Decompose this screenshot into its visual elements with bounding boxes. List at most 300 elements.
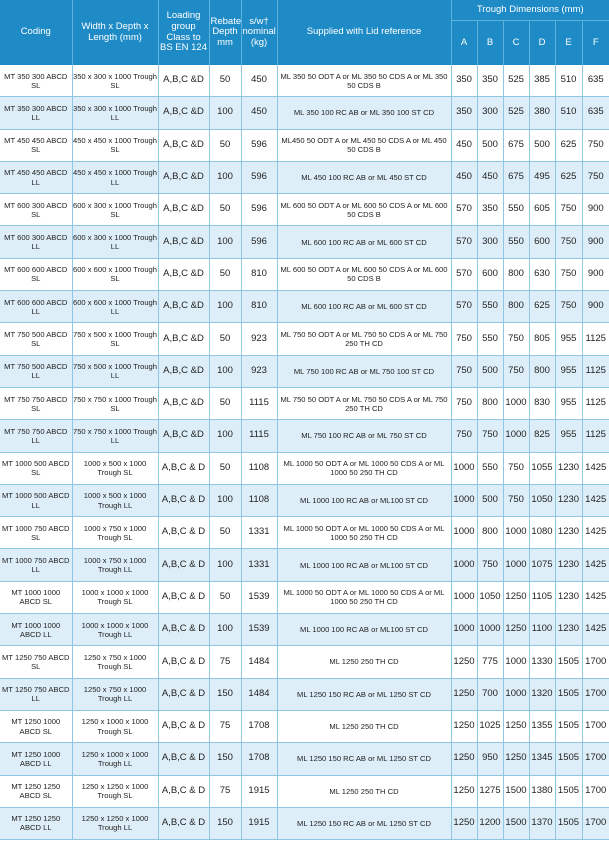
cell-coding: MT 750 750 ABCD LL <box>0 420 72 452</box>
cell-rebate-depth: 100 <box>209 161 241 193</box>
cell-size: 1250 x 750 x 1000 Trough SL <box>72 646 158 678</box>
cell-dim-b: 350 <box>477 65 503 97</box>
cell-sw-nominal: 1108 <box>241 484 277 516</box>
cell-dim-b: 300 <box>477 226 503 258</box>
cell-dim-f: 1425 <box>582 452 609 484</box>
cell-dim-d: 830 <box>529 387 555 419</box>
cell-loading-group: A,B,C & D <box>158 517 209 549</box>
cell-size: 450 x 450 x 1000 Trough LL <box>72 161 158 193</box>
cell-dim-c: 750 <box>503 484 529 516</box>
table-row <box>0 355 609 387</box>
table-row <box>0 614 609 646</box>
cell-dim-c: 525 <box>503 65 529 97</box>
cell-coding: MT 350 300 ABCD LL <box>0 97 72 129</box>
cell-dim-d: 1330 <box>529 646 555 678</box>
cell-loading-group: A,B,C & D <box>158 646 209 678</box>
cell-size: 1250 x 750 x 1000 Trough LL <box>72 678 158 710</box>
cell-size: 1000 x 1000 x 1000 Trough LL <box>72 614 158 646</box>
cell-dim-e: 1505 <box>555 678 582 710</box>
cell-dim-b: 1000 <box>477 614 503 646</box>
cell-dim-f: 1700 <box>582 710 609 742</box>
cell-dim-b: 550 <box>477 291 503 323</box>
cell-size: 750 x 500 x 1000 Trough LL <box>72 355 158 387</box>
cell-coding: MT 450 450 ABCD LL <box>0 161 72 193</box>
cell-sw-nominal: 1484 <box>241 678 277 710</box>
header-dim-d: D <box>529 21 555 66</box>
cell-dim-d: 1370 <box>529 807 555 839</box>
cell-dim-d: 800 <box>529 355 555 387</box>
cell-dim-e: 1230 <box>555 549 582 581</box>
cell-rebate-depth: 50 <box>209 323 241 355</box>
cell-sw-nominal: 1915 <box>241 807 277 839</box>
cell-dim-f: 1700 <box>582 775 609 807</box>
cell-dim-c: 800 <box>503 291 529 323</box>
cell-dim-a: 350 <box>451 97 477 129</box>
cell-dim-f: 1125 <box>582 387 609 419</box>
cell-dim-d: 1320 <box>529 678 555 710</box>
cell-dim-b: 1025 <box>477 710 503 742</box>
cell-sw-nominal: 596 <box>241 129 277 161</box>
cell-dim-c: 750 <box>503 452 529 484</box>
cell-dim-c: 750 <box>503 355 529 387</box>
cell-dim-a: 570 <box>451 258 477 290</box>
cell-dim-b: 1050 <box>477 581 503 613</box>
header-dim-f: F <box>582 21 609 66</box>
cell-dim-f: 1700 <box>582 646 609 678</box>
cell-dim-f: 1425 <box>582 484 609 516</box>
cell-dim-a: 1000 <box>451 549 477 581</box>
cell-loading-group: A,B,C & D <box>158 710 209 742</box>
cell-lid-reference: ML 600 50 ODT A or ML 600 50 CDS A or ML 600 50 CDS B <box>277 258 451 290</box>
cell-dim-a: 570 <box>451 291 477 323</box>
cell-dim-c: 1250 <box>503 581 529 613</box>
cell-dim-d: 630 <box>529 258 555 290</box>
cell-coding: MT 350 300 ABCD SL <box>0 65 72 97</box>
header-sw-nominal: s/w† nominal (kg) <box>241 0 277 65</box>
cell-dim-b: 775 <box>477 646 503 678</box>
cell-coding: MT 1000 1000 ABCD LL <box>0 614 72 646</box>
table-row <box>0 161 609 193</box>
table-row <box>0 258 609 290</box>
cell-dim-f: 635 <box>582 97 609 129</box>
cell-lid-reference: ML 1000 50 ODT A or ML 1000 50 CDS A or ML 1000 50 250 TH CD <box>277 581 451 613</box>
cell-dim-b: 500 <box>477 129 503 161</box>
cell-loading-group: A,B,C &D <box>158 387 209 419</box>
cell-lid-reference: ML 1250 150 RC AB or ML 1250 ST CD <box>277 807 451 839</box>
cell-dim-e: 1230 <box>555 517 582 549</box>
cell-loading-group: A,B,C &D <box>158 97 209 129</box>
cell-dim-b: 500 <box>477 484 503 516</box>
table-row <box>0 194 609 226</box>
cell-coding: MT 750 750 ABCD SL <box>0 387 72 419</box>
cell-dim-c: 1000 <box>503 387 529 419</box>
cell-loading-group: A,B,C & D <box>158 581 209 613</box>
cell-dim-c: 1000 <box>503 646 529 678</box>
cell-dim-e: 955 <box>555 387 582 419</box>
table-row <box>0 484 609 516</box>
cell-dim-e: 1505 <box>555 807 582 839</box>
cell-loading-group: A,B,C &D <box>158 65 209 97</box>
cell-dim-b: 350 <box>477 194 503 226</box>
cell-dim-a: 750 <box>451 387 477 419</box>
cell-lid-reference: ML 1250 250 TH CD <box>277 775 451 807</box>
cell-dim-d: 1345 <box>529 743 555 775</box>
cell-dim-d: 805 <box>529 323 555 355</box>
cell-sw-nominal: 596 <box>241 194 277 226</box>
cell-size: 1000 x 750 x 1000 Trough SL <box>72 517 158 549</box>
cell-size: 1250 x 1000 x 1000 Trough SL <box>72 710 158 742</box>
cell-dim-f: 1425 <box>582 517 609 549</box>
table-row <box>0 226 609 258</box>
cell-loading-group: A,B,C &D <box>158 194 209 226</box>
table-row <box>0 678 609 710</box>
cell-dim-a: 1000 <box>451 484 477 516</box>
cell-sw-nominal: 1484 <box>241 646 277 678</box>
cell-coding: MT 600 600 ABCD SL <box>0 258 72 290</box>
cell-coding: MT 1000 1000 ABCD SL <box>0 581 72 613</box>
cell-dim-b: 750 <box>477 549 503 581</box>
cell-dim-b: 1275 <box>477 775 503 807</box>
cell-dim-f: 1425 <box>582 549 609 581</box>
cell-dim-f: 900 <box>582 258 609 290</box>
cell-size: 600 x 300 x 1000 Trough LL <box>72 226 158 258</box>
cell-size: 600 x 600 x 1000 Trough LL <box>72 291 158 323</box>
cell-rebate-depth: 100 <box>209 549 241 581</box>
cell-coding: MT 1000 750 ABCD LL <box>0 549 72 581</box>
cell-dim-b: 700 <box>477 678 503 710</box>
cell-loading-group: A,B,C &D <box>158 258 209 290</box>
table-row <box>0 420 609 452</box>
cell-rebate-depth: 50 <box>209 65 241 97</box>
cell-sw-nominal: 923 <box>241 323 277 355</box>
cell-dim-b: 1200 <box>477 807 503 839</box>
header-width-depth: Width x Depth x Length (mm) <box>72 0 158 65</box>
cell-dim-a: 450 <box>451 129 477 161</box>
table-row <box>0 65 609 97</box>
table-row <box>0 97 609 129</box>
cell-size: 1250 x 1000 x 1000 Trough LL <box>72 743 158 775</box>
cell-rebate-depth: 50 <box>209 517 241 549</box>
cell-dim-e: 1505 <box>555 775 582 807</box>
cell-dim-f: 750 <box>582 161 609 193</box>
cell-sw-nominal: 810 <box>241 291 277 323</box>
cell-sw-nominal: 1915 <box>241 775 277 807</box>
cell-rebate-depth: 50 <box>209 194 241 226</box>
cell-rebate-depth: 100 <box>209 420 241 452</box>
table-row <box>0 807 609 839</box>
cell-rebate-depth: 100 <box>209 484 241 516</box>
cell-loading-group: A,B,C &D <box>158 291 209 323</box>
cell-loading-group: A,B,C &D <box>158 420 209 452</box>
cell-coding: MT 1250 1000 ABCD SL <box>0 710 72 742</box>
cell-dim-b: 500 <box>477 355 503 387</box>
table-row <box>0 743 609 775</box>
cell-dim-a: 1000 <box>451 452 477 484</box>
cell-sw-nominal: 1539 <box>241 581 277 613</box>
cell-sw-nominal: 1539 <box>241 614 277 646</box>
cell-size: 600 x 600 x 1000 Trough SL <box>72 258 158 290</box>
cell-dim-d: 600 <box>529 226 555 258</box>
header-dim-c: C <box>503 21 529 66</box>
cell-size: 350 x 300 x 1000 Trough SL <box>72 65 158 97</box>
cell-rebate-depth: 75 <box>209 646 241 678</box>
cell-dim-d: 495 <box>529 161 555 193</box>
cell-size: 1250 x 1250 x 1000 Trough LL <box>72 807 158 839</box>
cell-rebate-depth: 150 <box>209 807 241 839</box>
cell-lid-reference: ML 1000 50 ODT A or ML 1000 50 CDS A or ML 1000 50 250 TH CD <box>277 452 451 484</box>
cell-dim-c: 675 <box>503 161 529 193</box>
cell-dim-c: 800 <box>503 258 529 290</box>
cell-dim-d: 500 <box>529 129 555 161</box>
cell-dim-e: 955 <box>555 323 582 355</box>
cell-coding: MT 450 450 ABCD SL <box>0 129 72 161</box>
cell-dim-a: 1250 <box>451 743 477 775</box>
cell-dim-e: 625 <box>555 161 582 193</box>
cell-rebate-depth: 150 <box>209 743 241 775</box>
cell-dim-f: 900 <box>582 194 609 226</box>
table-row <box>0 549 609 581</box>
cell-sw-nominal: 1108 <box>241 452 277 484</box>
cell-lid-reference: ML 600 100 RC AB or ML 600 ST CD <box>277 291 451 323</box>
cell-lid-reference: ML 750 100 RC AB or ML 750 100 ST CD <box>277 355 451 387</box>
cell-lid-reference: ML 450 100 RC AB or ML 450 ST CD <box>277 161 451 193</box>
cell-dim-c: 1250 <box>503 710 529 742</box>
cell-loading-group: A,B,C & D <box>158 549 209 581</box>
cell-dim-e: 1505 <box>555 710 582 742</box>
cell-lid-reference: ML 1250 250 TH CD <box>277 710 451 742</box>
table-row <box>0 387 609 419</box>
cell-dim-b: 750 <box>477 420 503 452</box>
cell-size: 1000 x 750 x 1000 Trough LL <box>72 549 158 581</box>
cell-dim-a: 350 <box>451 65 477 97</box>
cell-sw-nominal: 450 <box>241 97 277 129</box>
cell-dim-f: 1125 <box>582 323 609 355</box>
cell-loading-group: A,B,C & D <box>158 678 209 710</box>
cell-dim-c: 550 <box>503 226 529 258</box>
cell-dim-a: 1250 <box>451 646 477 678</box>
cell-dim-b: 450 <box>477 161 503 193</box>
cell-loading-group: A,B,C & D <box>158 452 209 484</box>
table-row <box>0 775 609 807</box>
cell-size: 750 x 500 x 1000 Trough SL <box>72 323 158 355</box>
cell-size: 1250 x 1250 x 1000 Trough SL <box>72 775 158 807</box>
cell-sw-nominal: 923 <box>241 355 277 387</box>
cell-loading-group: A,B,C & D <box>158 775 209 807</box>
cell-rebate-depth: 100 <box>209 355 241 387</box>
cell-lid-reference: ML 1000 100 RC AB or ML100 ST CD <box>277 484 451 516</box>
cell-dim-e: 625 <box>555 129 582 161</box>
cell-dim-e: 1230 <box>555 484 582 516</box>
cell-dim-b: 600 <box>477 258 503 290</box>
cell-size: 750 x 750 x 1000 Trough LL <box>72 420 158 452</box>
cell-dim-e: 955 <box>555 420 582 452</box>
cell-lid-reference: ML 350 50 ODT A or ML 350 50 CDS A or ML 350 50 CDS B <box>277 65 451 97</box>
cell-dim-e: 750 <box>555 194 582 226</box>
cell-dim-e: 510 <box>555 65 582 97</box>
cell-loading-group: A,B,C &D <box>158 226 209 258</box>
cell-rebate-depth: 50 <box>209 581 241 613</box>
cell-dim-c: 1250 <box>503 743 529 775</box>
table-row <box>0 452 609 484</box>
cell-lid-reference: ML 1000 100 RC AB or ML100 ST CD <box>277 614 451 646</box>
cell-size: 1000 x 1000 x 1000 Trough SL <box>72 581 158 613</box>
cell-dim-d: 1105 <box>529 581 555 613</box>
cell-rebate-depth: 100 <box>209 614 241 646</box>
cell-dim-a: 750 <box>451 355 477 387</box>
cell-rebate-depth: 150 <box>209 678 241 710</box>
cell-dim-c: 675 <box>503 129 529 161</box>
cell-dim-e: 1505 <box>555 646 582 678</box>
table-row <box>0 646 609 678</box>
cell-dim-a: 1250 <box>451 678 477 710</box>
cell-lid-reference: ML 1250 250 TH CD <box>277 646 451 678</box>
cell-coding: MT 600 600 ABCD LL <box>0 291 72 323</box>
cell-dim-b: 300 <box>477 97 503 129</box>
cell-dim-e: 1230 <box>555 581 582 613</box>
cell-dim-a: 750 <box>451 420 477 452</box>
header-dim-b: B <box>477 21 503 66</box>
cell-dim-f: 1125 <box>582 420 609 452</box>
cell-dim-a: 1000 <box>451 517 477 549</box>
cell-dim-b: 800 <box>477 517 503 549</box>
cell-rebate-depth: 100 <box>209 291 241 323</box>
cell-size: 1000 x 500 x 1000 Trough LL <box>72 484 158 516</box>
cell-size: 450 x 450 x 1000 Trough SL <box>72 129 158 161</box>
cell-dim-f: 900 <box>582 226 609 258</box>
cell-rebate-depth: 75 <box>209 775 241 807</box>
cell-lid-reference: ML 600 50 ODT A or ML 600 50 CDS A or ML 600 50 CDS B <box>277 194 451 226</box>
table-body <box>0 65 609 840</box>
cell-dim-c: 1000 <box>503 517 529 549</box>
cell-rebate-depth: 50 <box>209 258 241 290</box>
cell-loading-group: A,B,C &D <box>158 129 209 161</box>
table-row <box>0 291 609 323</box>
header-dim-e: E <box>555 21 582 66</box>
cell-dim-e: 750 <box>555 291 582 323</box>
cell-lid-reference: ML 1250 150 RC AB or ML 1250 ST CD <box>277 743 451 775</box>
cell-dim-a: 1000 <box>451 614 477 646</box>
header-loading-group: Loading group Class to BS EN 124 <box>158 0 209 65</box>
cell-dim-e: 1230 <box>555 614 582 646</box>
cell-dim-c: 1000 <box>503 678 529 710</box>
cell-dim-d: 1100 <box>529 614 555 646</box>
cell-dim-f: 1700 <box>582 743 609 775</box>
cell-lid-reference: ML 1000 50 ODT A or ML 1000 50 CDS A or ML 1000 50 250 TH CD <box>277 517 451 549</box>
header-coding: Coding <box>0 0 72 65</box>
cell-dim-c: 550 <box>503 194 529 226</box>
cell-dim-e: 510 <box>555 97 582 129</box>
cell-rebate-depth: 100 <box>209 226 241 258</box>
cell-dim-e: 750 <box>555 258 582 290</box>
cell-sw-nominal: 1708 <box>241 743 277 775</box>
cell-coding: MT 750 500 ABCD LL <box>0 355 72 387</box>
cell-dim-d: 625 <box>529 291 555 323</box>
cell-coding: MT 1250 750 ABCD SL <box>0 646 72 678</box>
cell-dim-d: 825 <box>529 420 555 452</box>
cell-size: 600 x 300 x 1000 Trough SL <box>72 194 158 226</box>
cell-coding: MT 1250 1000 ABCD LL <box>0 743 72 775</box>
cell-dim-b: 550 <box>477 323 503 355</box>
header-trough-dimensions: Trough Dimensions (mm) <box>451 0 609 21</box>
cell-loading-group: A,B,C & D <box>158 614 209 646</box>
cell-dim-d: 1050 <box>529 484 555 516</box>
cell-dim-a: 1250 <box>451 710 477 742</box>
cell-sw-nominal: 1331 <box>241 517 277 549</box>
cell-dim-a: 1000 <box>451 581 477 613</box>
cell-sw-nominal: 810 <box>241 258 277 290</box>
cell-dim-b: 800 <box>477 387 503 419</box>
cell-loading-group: A,B,C &D <box>158 161 209 193</box>
cell-coding: MT 750 500 ABCD SL <box>0 323 72 355</box>
cell-dim-e: 750 <box>555 226 582 258</box>
cell-size: 750 x 750 x 1000 Trough SL <box>72 387 158 419</box>
header-supplied-lid: Supplied with Lid reference <box>277 0 451 65</box>
table-row <box>0 129 609 161</box>
cell-dim-f: 1700 <box>582 807 609 839</box>
cell-dim-d: 380 <box>529 97 555 129</box>
cell-dim-d: 385 <box>529 65 555 97</box>
cell-dim-a: 750 <box>451 323 477 355</box>
cell-rebate-depth: 100 <box>209 97 241 129</box>
cell-sw-nominal: 596 <box>241 161 277 193</box>
cell-dim-a: 1250 <box>451 807 477 839</box>
header-row-1 <box>0 0 609 21</box>
cell-lid-reference: ML 750 50 ODT A or ML 750 50 CDS A or ML 750 250 TH CD <box>277 323 451 355</box>
cell-coding: MT 1250 750 ABCD LL <box>0 678 72 710</box>
cell-dim-c: 1250 <box>503 614 529 646</box>
cell-loading-group: A,B,C & D <box>158 807 209 839</box>
cell-dim-f: 750 <box>582 129 609 161</box>
cell-sw-nominal: 1115 <box>241 387 277 419</box>
table-row <box>0 710 609 742</box>
cell-dim-b: 550 <box>477 452 503 484</box>
cell-lid-reference: ML 750 100 RC AB or ML 750 ST CD <box>277 420 451 452</box>
cell-dim-d: 1075 <box>529 549 555 581</box>
cell-dim-a: 450 <box>451 161 477 193</box>
cell-dim-f: 900 <box>582 291 609 323</box>
cell-sw-nominal: 1331 <box>241 549 277 581</box>
cell-dim-c: 525 <box>503 97 529 129</box>
cell-lid-reference: ML 350 100 RC AB or ML 350 100 ST CD <box>277 97 451 129</box>
cell-coding: MT 1250 1250 ABCD SL <box>0 775 72 807</box>
cell-lid-reference: ML 1000 100 RC AB or ML100 ST CD <box>277 549 451 581</box>
cell-sw-nominal: 596 <box>241 226 277 258</box>
cell-lid-reference: ML 1250 150 RC AB or ML 1250 ST CD <box>277 678 451 710</box>
cell-coding: MT 1000 750 ABCD SL <box>0 517 72 549</box>
cell-loading-group: A,B,C &D <box>158 355 209 387</box>
cell-dim-e: 955 <box>555 355 582 387</box>
cell-coding: MT 600 300 ABCD SL <box>0 194 72 226</box>
cell-dim-a: 570 <box>451 226 477 258</box>
cell-dim-a: 1250 <box>451 775 477 807</box>
cell-dim-d: 605 <box>529 194 555 226</box>
header-dim-a: A <box>451 21 477 66</box>
header-rebate-depth: Rebate Depth mm <box>209 0 241 65</box>
cell-size: 350 x 300 x 1000 Trough LL <box>72 97 158 129</box>
cell-sw-nominal: 1115 <box>241 420 277 452</box>
cell-sw-nominal: 450 <box>241 65 277 97</box>
cell-lid-reference: ML 750 50 ODT A or ML 750 50 CDS A or ML 750 250 TH CD <box>277 387 451 419</box>
cell-dim-f: 1700 <box>582 678 609 710</box>
cell-dim-e: 1505 <box>555 743 582 775</box>
cell-dim-a: 570 <box>451 194 477 226</box>
cell-dim-c: 1500 <box>503 775 529 807</box>
cell-dim-f: 1125 <box>582 355 609 387</box>
cell-dim-f: 1425 <box>582 581 609 613</box>
cell-coding: MT 600 300 ABCD LL <box>0 226 72 258</box>
cell-dim-b: 950 <box>477 743 503 775</box>
cell-sw-nominal: 1708 <box>241 710 277 742</box>
